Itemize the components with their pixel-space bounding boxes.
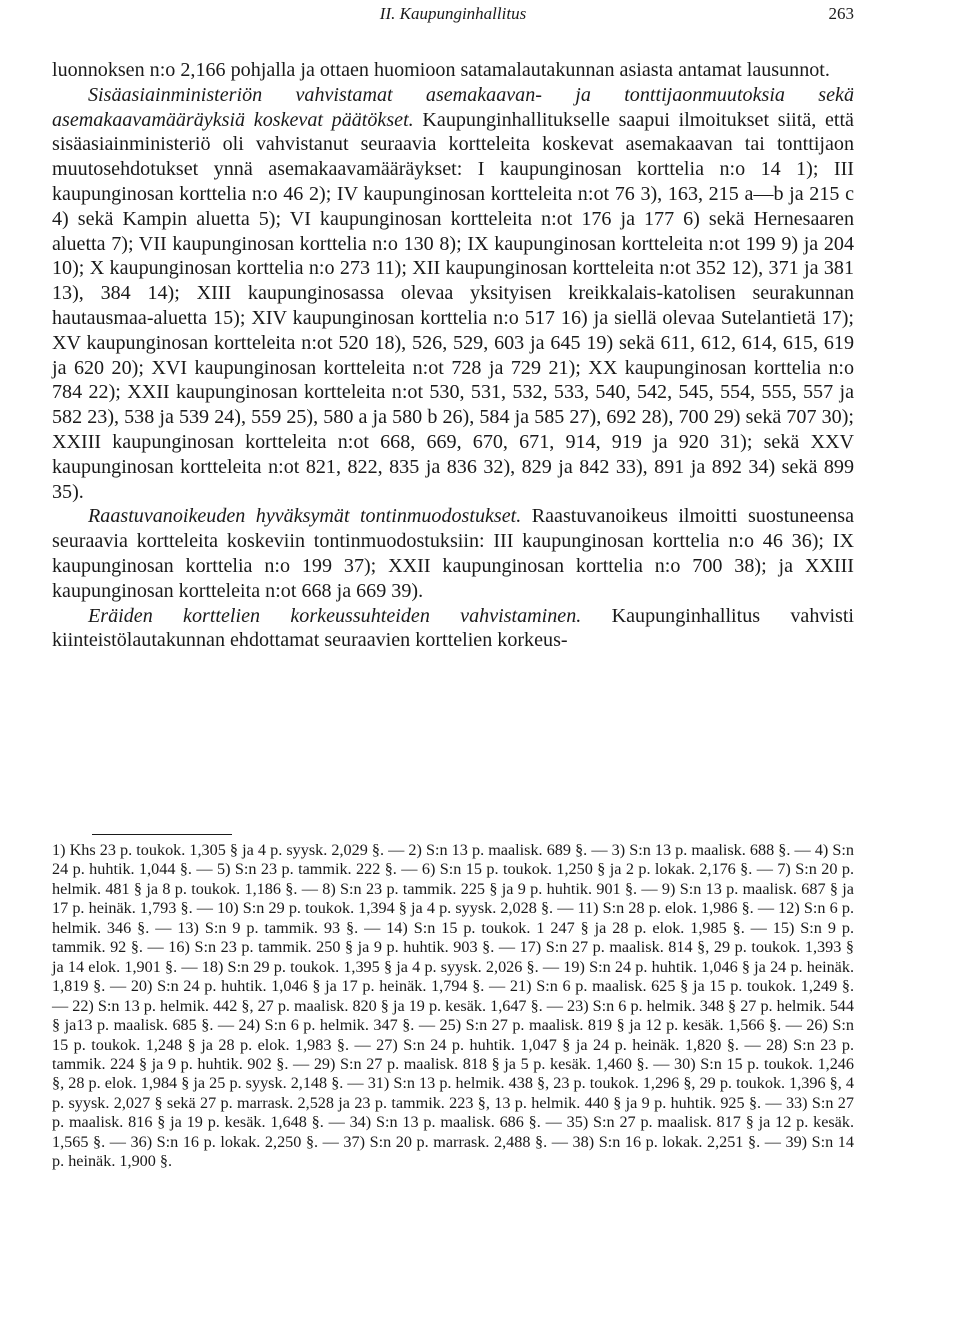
footnote-text: 1) Khs 23 p. toukok. 1,305 § ja 4 p. syysk. 2,029 §. — 2) S:n 13 p. maalisk. 689 §. — 3) S:n 13 p. maalisk. 688 §. — 4) S:n 24 p. huhtik. 1,044 §. — 5) S:n 23 p. tammik. 222 §. — 6) S:n 15 p. toukok. 1,250 § ja 2 p. lokak. 2,176 §. — 7) S:n 20 p. helmik. 481 § ja 8 p. toukok. 1,186 §. — 8) S:n 23 p. tammik. 225 § ja 9 p. huhtik. 901 §. — 9) S:n 13 p. maalisk. 687 § ja 17 p. heinäk. 1,793 §. — 10) S:n 29 p. toukok. 1,394 § ja 4 p. syysk. 2,028 §. — 11) S:n 28 p. elok. 1,986 §. — 12) S:n 6 p. helmik. 346 §. — 13) S:n 9 p. tammik. 93 §. — 14) S:n 15 p. toukok. 1 247 § ja 28 p. elok. 1,985 §. — 15) S:n 9 p. tammik. 92 §. — 16) S:n 23 p. tammik. 250 § ja 9 p. huhtik. 903 §. — 17) S:n 27 p. maalisk. 814 §, 29 p. toukok. 1,393 § ja 14 elok. 1,901 §. — 18) S:n 29 p. toukok. 1,395 § ja 4 p. syysk. 2,026 §. — 19) S:n 24 p. huhtik. 1,046 § ja 24 p. heinäk. 1,819 §. — 20) S:n 24 p. huhtik. 1,046 § ja 17 p. heinäk. 1,794 §. — 21) S:n 6 p. maalisk. 625 § ja 15 p. toukok. 1,249 §. — 22) S:n 13 p. helmik. 442 §, 27 p. maalisk. 820 § ja 19 p. kesäk. 1,647 §. — 23) S:n 6 p. helmik. 348 § 27 p. helmik. 544 § ja13 p. maalisk. 685 §. — 24) S:n 6 p. helmik. 347 §. — 25) S:n 27 p. maalisk. 819 § ja 12 p. kesäk. 1,566 §. — 26) S:n 15 p. toukok. 1,248 § ja 28 p. elok. 1,983 §. — 27) S:n 24 p. huhtik. 1,047 § ja 24 p. heinäk. 1,820 §. — 28) S:n 23 p. tammik. 224 § ja 9 p. huhtik. 902 §. — 29) S:n 27 p. maalisk. 818 § ja 5 p. kesäk. 1,460 §. — 30) S:n 15 p. toukok. 1,246 §, 28 p. elok. 1,984 § ja 25 p. syysk. 2,148 §. — 31) S:n 13 p. helmik. 438 §, 23 p. toukok. 1,296 §, 29 p. toukok. 1,396 §, 4 p. syysk. 2,027 § sekä 27 p. marrask. 2,528 ja 23 p. tammik. 223 §, 13 p. helmik. 440 § ja 9 p. huhtik. 925 §. — 33) S:n 27 p. maalisk. 816 § ja 19 p. kesäk. 1,648 §. — 34) S:n 13 p. maalisk. 686 §. — 35) S:n 27 p. maalisk. 817 § ja 12 p. kesäk. 1,565 §. — 36) S:n 16 p. lokak. 2,250 §. — 37) S:n 20 p. marrask. 2,488 §. — 38) S:n 16 p. lokak. 2,251 §. — 39) S:n 14 p. heinäk. 1,900 §. [52,841,854,1171]
page-number: 263 [828,4,854,23]
paragraph-continuation: luonnoksen n:o 2,166 pohjalla ja ottaen huomioon satamalautakunnan asiasta antamat lausunnot. [52,59,830,81]
footnote-divider [92,834,232,835]
running-title: II. Kaupunginhallitus [379,4,527,23]
body-text [52,58,854,653]
paragraph-height-ratios [52,604,854,654]
paragraph-court-text: Raastuvanoikeus ilmoitti suostuneensa seuraavia kortteleita koskeviin tontinmuodostuksiin: III kaupunginosan korttelia n:o 46 36); IX kaupunginosan korttelia n:o 199 37); XXII kaupunginosan korttelia n:o 700 38); ja XXIII kaupunginosan kortteleita n:ot 668 ja 669 39). [52,505,854,602]
paragraph-heights-text: Kaupunginhallitus vahvisti kiinteistölautakunnan ehdottamat seuraavien korttelien korkeus- [52,604,855,652]
section-heading-court: Raastuvanoikeuden hyväksymät tontinmuodostukset. [88,505,522,528]
page-header [52,4,854,28]
paragraph-court-approvals [52,504,854,603]
paragraph-ministry-text: Kaupunginhallitukselle saapui ilmoitukset siitä, että sisäasiainministeriö oli vahvistanut seuraavia kortteleita koskevat asemakaavan tai tonttijaon muutosehdotukset ynnä asemakaavamääräykset: I kaupunginosan korttelia n:o 14 1); III kaupunginosan korttelia n:o 46 2); IV kaupunginosan kortteleita n:ot 76 3), 163, 215 a—b ja 215 c 4) sekä Kampin aluetta 5); VI kaupunginosan kortteleita n:ot 176 ja 177 6) sekä Hernesaaren aluetta 7); VII kaupunginosan korttelia n:o 130 8); IX kaupunginosan kortteleita n:ot 199 9) ja 204 10); X kaupunginosan korttelia n:o 273 11); XII kaupunginosan kortteleita n:ot 352 12), 371 ja 381 13), 384 14); XIII kaupunginosassa olevaa yksityisen kreikkalais-katolisen seurakunnan hautausmaa-aluetta 15); XIV kaupunginosan korttelia n:o 517 16) ja siellä olevaa Sutelantietä 17); XV kaupunginosan kortteleita n:ot 520 18), 526, 529, 603 ja 645 19) sekä 611, 612, 614, 615, 619 ja 620 20); XVI kaupunginosan kortteleita n:ot 728 ja 729 21); XX kaupunginosan korttelia n:o 784 22); XXII kaupunginosan kortteleita n:ot 530, 531, 532, 533, 540, 542, 545, 554, 555, 557 ja 582 23), 538 ja 539 24), 559 25), 580 a ja 580 b 26), 584 ja 585 27), 692 28), 700 29) sekä 707 30); XXIII kaupunginosan kortteleita n:ot 668, 669, 670, 671, 914, 919 ja 920 31); sekä XXV kaupunginosan kortteleita n:ot 821, 822, 835 ja 836 32), 829 ja 842 33), 891 ja 892 34) sekä 899 35). [52,108,854,503]
footnotes [52,834,854,1172]
paragraph-ministry-decisions [52,83,854,505]
section-heading-ministry: Sisäasiainministeriön vahvistamat asemakaavan- ja tonttijaonmuutoksia sekä asemakaavamääräyksiä koskevat päätökset. [52,83,854,131]
section-heading-heights: Eräiden korttelien korkeussuhteiden vahvistaminen. [88,604,582,627]
